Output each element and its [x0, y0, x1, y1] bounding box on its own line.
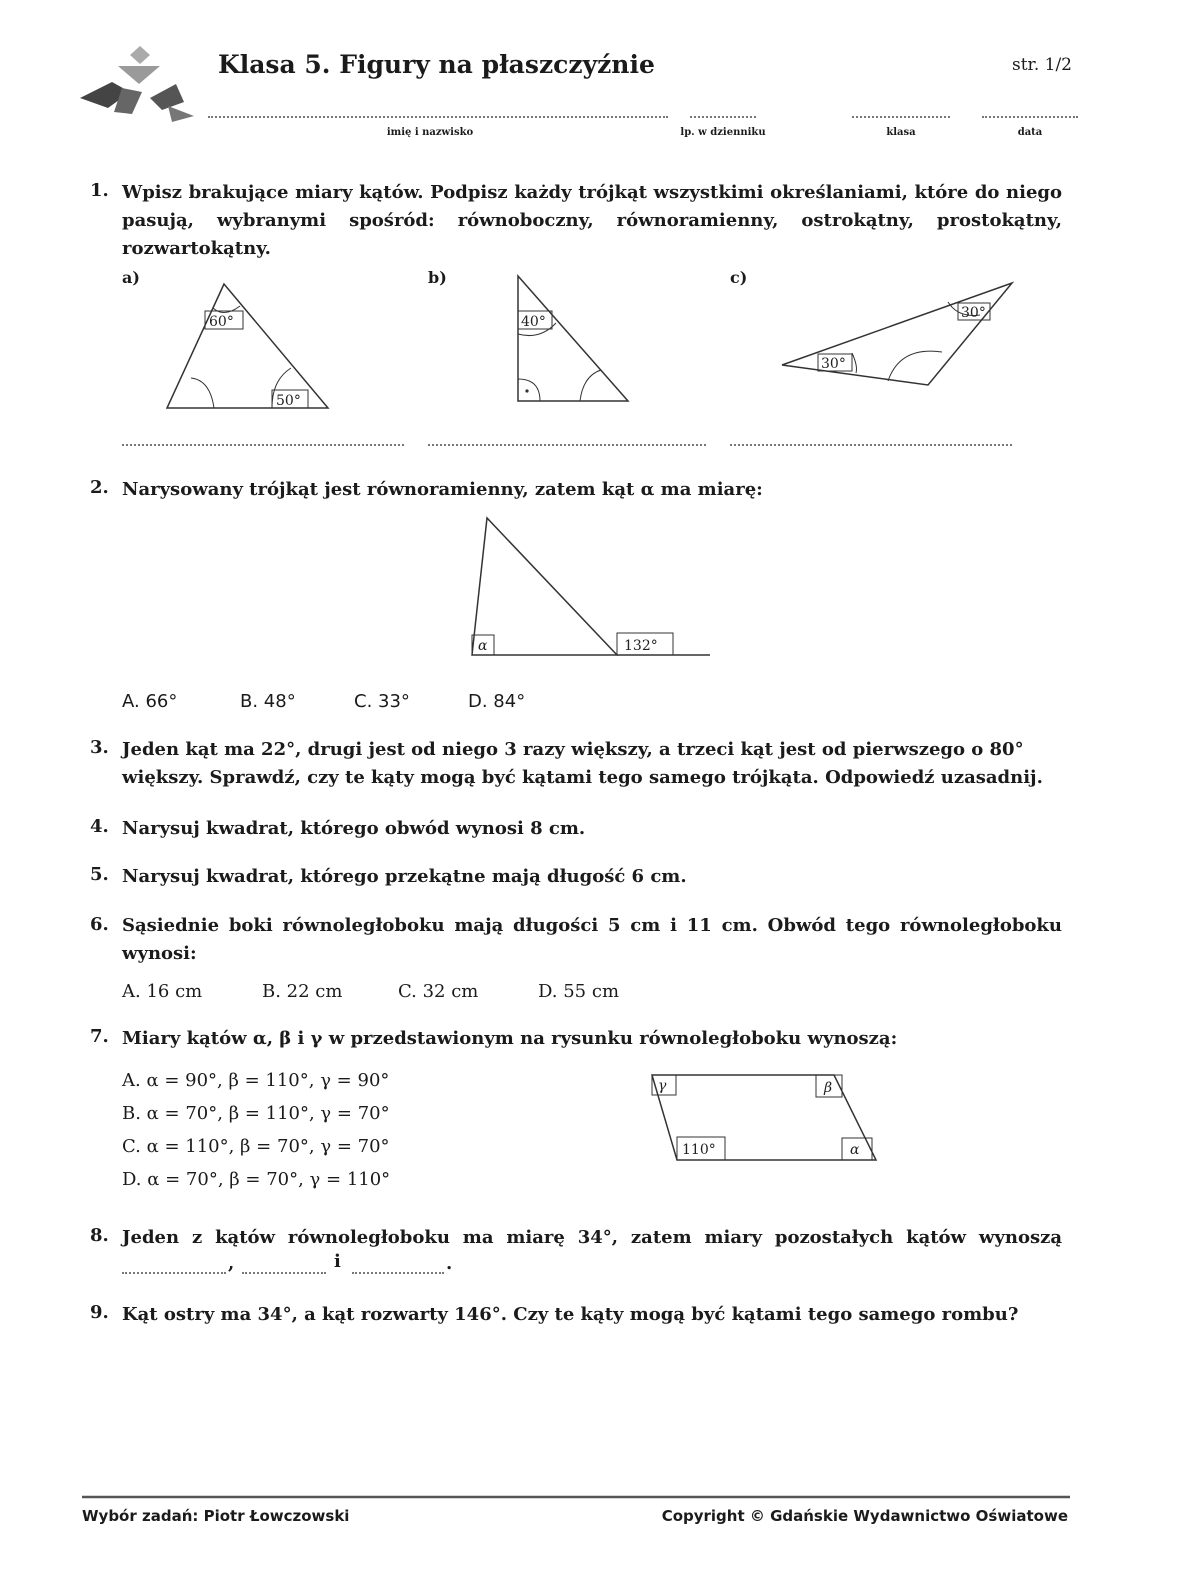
q1-number: 1.	[90, 180, 109, 201]
q7-text: Miary kątów α, β i γ w przedstawionym na rysunku równoległoboku wynoszą:	[122, 1028, 898, 1049]
q6-option-d[interactable]: D. 55 cm	[538, 981, 620, 1002]
number-field-label: lp. w dzienniku	[680, 127, 766, 138]
q7-option-c[interactable]: C. α = 110°, β = 70°, γ = 70°	[122, 1136, 390, 1157]
name-field-label: imię i nazwisko	[386, 127, 474, 138]
page-number: str. 1/2	[1012, 55, 1072, 75]
triangle-a-angle-top: 60°	[209, 314, 234, 330]
footer-author: Wybór zadań: Piotr Łowczowski	[82, 1507, 350, 1525]
q8-answer-line-1[interactable]	[122, 1272, 226, 1274]
q7-gamma-label: γ	[658, 1078, 667, 1094]
triangle-b-angle-top: 40°	[521, 314, 546, 330]
q2-option-c[interactable]: C. 33°	[354, 691, 410, 712]
triangle-a	[167, 284, 328, 409]
date-field-label: data	[1017, 127, 1043, 138]
q1-answer-b-line[interactable]	[428, 444, 706, 446]
q2-text: Narysowany trójkąt jest równoramienny, zatem kąt α ma miarę:	[122, 479, 763, 500]
q7-beta-label: β	[824, 1080, 833, 1096]
q8-text: Jeden z kątów równoległoboku ma miarę 34°, zatem miary pozostałych kątów wynoszą	[122, 1227, 1062, 1248]
q6-text: Sąsiednie boki równoległoboku mają długości 5 cm i 11 cm. Obwód tego równoległoboku wynosi:	[122, 915, 1062, 964]
class-field-label: klasa	[886, 127, 916, 138]
q6-option-b[interactable]: B. 22 cm	[262, 981, 343, 1002]
q8-answer-line-2[interactable]	[242, 1272, 326, 1274]
triangle-a-angle-right: 50°	[276, 393, 301, 409]
footer-copyright: Copyright © Gdańskie Wydawnictwo Oświatowe	[661, 1507, 1068, 1525]
q2-angle-label: 132°	[624, 638, 658, 654]
q4-text: Narysuj kwadrat, którego obwód wynosi 8 cm.	[122, 818, 586, 839]
q6-option-a[interactable]: A. 16 cm	[122, 981, 203, 1002]
page-title: Klasa 5. Figury na płaszczyźnie	[218, 50, 655, 79]
q7-alpha-label: α	[850, 1142, 860, 1158]
q1-part-a: a)	[122, 268, 140, 287]
q2-alpha-label: α	[478, 638, 488, 654]
q2-option-a[interactable]: A. 66°	[122, 691, 178, 712]
q2-option-d[interactable]: D. 84°	[468, 691, 526, 712]
q1-part-c: c)	[730, 268, 748, 287]
q1-part-b: b)	[428, 268, 447, 287]
q6-option-c[interactable]: C. 32 cm	[398, 981, 479, 1002]
q6-number: 6.	[90, 914, 109, 935]
q3-text-line2: większy. Sprawdź, czy te kąty mogą być kątami tego samego trójkąta. Odpowiedź uzasadnij.	[122, 767, 1043, 788]
q2-option-b[interactable]: B. 48°	[240, 691, 296, 712]
q9-number: 9.	[90, 1302, 109, 1323]
q4-number: 4.	[90, 816, 109, 837]
q5-number: 5.	[90, 864, 109, 885]
q7-parallelogram	[652, 1075, 876, 1160]
q1-answer-c-line[interactable]	[730, 444, 1012, 446]
q8-separator-and: i	[334, 1251, 341, 1272]
q7-option-b[interactable]: B. α = 70°, β = 110°, γ = 70°	[122, 1103, 390, 1124]
q8-answer-line-3[interactable]	[352, 1272, 444, 1274]
q7-angle-label: 110°	[682, 1142, 716, 1158]
q3-text-line1: Jeden kąt ma 22°, drugi jest od niego 3 razy większy, a trzeci kąt jest od pierwszego o 80°	[122, 739, 1024, 760]
q7-number: 7.	[90, 1026, 109, 1047]
q3-number: 3.	[90, 737, 109, 758]
q8-separator-period: .	[446, 1253, 453, 1274]
q7-option-d[interactable]: D. α = 70°, β = 70°, γ = 110°	[122, 1169, 391, 1190]
q2-triangle	[472, 518, 710, 655]
triangle-b	[518, 276, 628, 401]
q2-number: 2.	[90, 477, 109, 498]
q7-option-a[interactable]: A. α = 90°, β = 110°, γ = 90°	[122, 1070, 390, 1091]
q1-answer-a-line[interactable]	[122, 444, 404, 446]
q8-number: 8.	[90, 1225, 109, 1246]
q9-text: Kąt ostry ma 34°, a kąt rozwarty 146°. Czy te kąty mogą być kątami tego samego rombu?	[122, 1304, 1019, 1325]
q5-text: Narysuj kwadrat, którego przekątne mają długość 6 cm.	[122, 866, 687, 887]
triangle-c	[782, 283, 1012, 385]
triangle-c-angle-left: 30°	[821, 356, 846, 372]
triangle-c-angle-right: 30°	[961, 305, 986, 321]
q1-text: Wpisz brakujące miary kątów. Podpisz każdy trójkąt wszystkimi określaniami, które do niego pasują, wybranymi spośród: równoboczny, równoramienny, ostrokątny, prostokątny, rozwartokątny.	[122, 182, 1062, 259]
q8-separator-comma: ,	[228, 1253, 235, 1274]
